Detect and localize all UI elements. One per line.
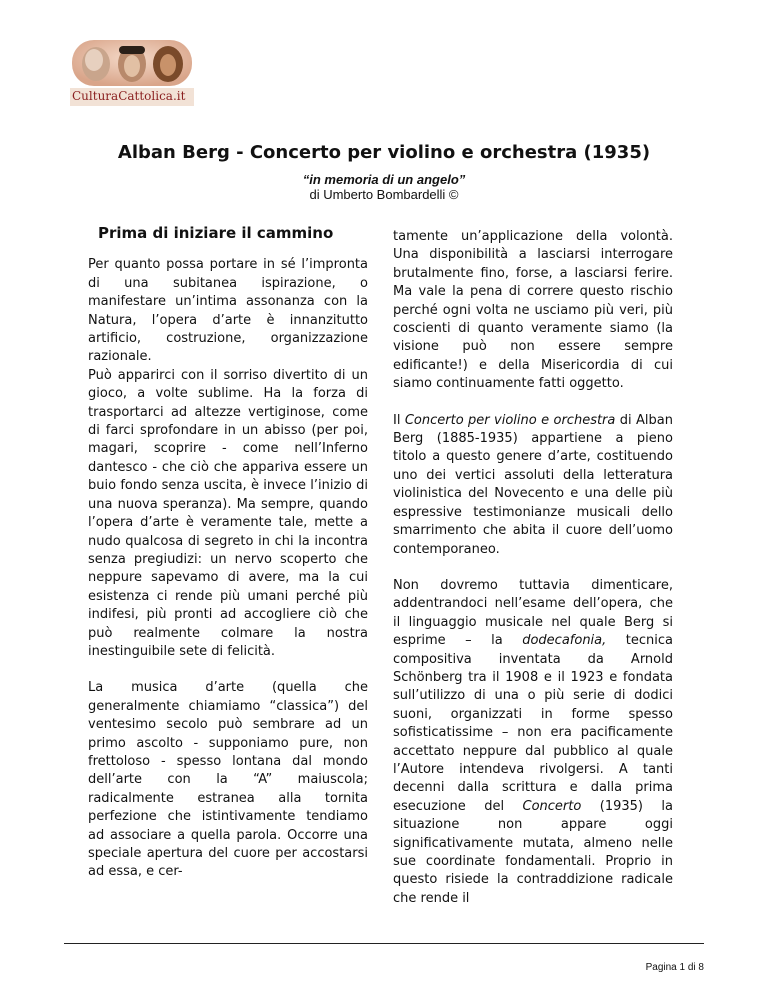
document-title: Alban Berg - Concerto per violino e orchestra (1935) [117, 142, 651, 163]
paragraph: tamente un’applicazione della volontà. Una disponibilità a lasciarsi interrogare brutalmente fino, forse, a lasciarsi ferire. Ma vale la pena di correre questo rischio perché ogni volta ne usciamo più veri, più coscienti di quanto veramente siamo (la visione può non essere sempre edificante!) e della Misericordia di cui siamo continuamente fatti oggetto. [393, 229, 673, 392]
paragraph [393, 412, 673, 559]
author-byline: di Umberto Bombardelli © [309, 187, 459, 202]
paragraph: Per quanto possa portare in sé l’impronta di una subitanea ispirazione, o manifestare un’intima assonanza con la Natura, l’opera d’arte è innanzitutto artificio, costruzione, organizzazione razionale. [88, 257, 368, 365]
paragraph [393, 577, 673, 908]
paragraph: Può apparirci con il sorriso divertito di un gioco, a volte sublime. Ha la forza di trasportarci ad altezze vertiginose, come di farci sprofondare in un abisso (per poi, magari, scoprire - come nell’Inferno dantesco - che ciò che appariva essere un buio fondo senza uscita, è invece l’inizio di una nuova speranza). Ma sempre, quando l’opera d’arte è veramente tale, mette a nudo qualcosa di segreto in chi la incontra senza pregiudizi: un nervo scoperto che neppure sapevamo di avere, ma la cui esistenza ci rende più umani perché più indifesi, più pronti ad accogliere ciò che può realmente colmare la nostra inestinguibile sete di felicità. [88, 367, 368, 659]
work-title-italic: Concerto [522, 798, 582, 814]
text-run: Il [393, 412, 405, 428]
footer-divider [64, 943, 704, 944]
section-heading: Prima di iniziare il cammino [98, 224, 334, 242]
document-subtitle: “in memoria di un angelo” [302, 172, 466, 187]
text-run: di Alban Berg (1885-1935) appartiene a pieno titolo a questo genere d’arte, costituendo uno dei vertici assoluti della letteratura violinistica del Novecento e una delle più espressive testimonianze musicali dello smarrimento che abita il cuore dell’uomo contemporaneo. [393, 412, 673, 557]
text-run: Non dovremo tuttavia dimenticare, addentrandoci nell’esame dell’opera, che il linguaggio musicale nel quale Berg si esprime – la [393, 577, 673, 649]
paragraph: La musica d’arte (quella che generalmente chiamiamo “classica”) del ventesimo secolo può sembrare ad un primo ascolto - supponiamo pure, non frettoloso - spesso lontana dal mondo dell’arte con la “A” maiuscola; radicalmente estranea alla tornita perfezione che istintivamente tendiamo ad associare a quella parola. Occorre una speciale apertura del cuore per accostarsi ad essa, e cer- [88, 680, 368, 880]
page-number: Pagina 1 di 8 [645, 962, 704, 973]
logo-text: CulturaCattolica.it [72, 89, 186, 103]
text-run: tecnica compositiva inventata da Arnold Schönberg tra il 1908 e il 1923 e fondata sull’utilizzo di una o più serie di dodici suoni, organizzati in forme spesso sofisticatissime – non era pacificamente accettato neppure dal pubblico al quale l’Autore intendeva rivolgersi. A tanti decenni dalla scrittura e dalla prima esecuzione del [393, 633, 673, 814]
site-logo[interactable] [66, 38, 198, 108]
work-title-italic: Concerto per violino e orchestra [404, 412, 616, 428]
right-column [393, 228, 673, 926]
term-italic: dodecafonia, [522, 633, 607, 649]
text-run: (1935) la situazione non appare oggi significativamente mutata, almeno nelle sue coordinate fondamentali. Proprio in questo risiede la contraddizione radicale che rende il [393, 798, 673, 906]
left-column [88, 218, 368, 900]
